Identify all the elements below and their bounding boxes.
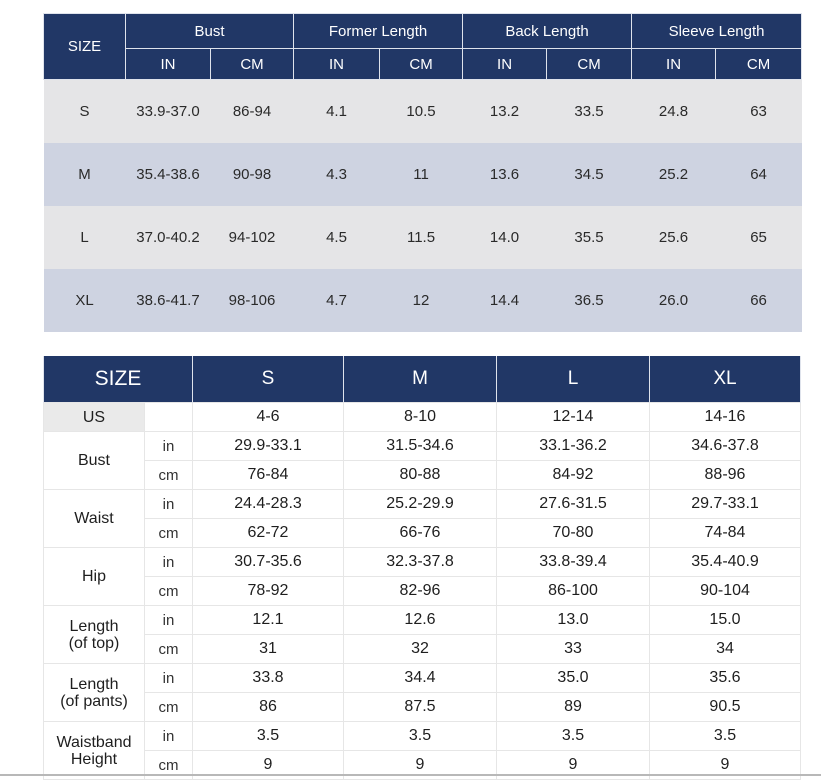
unit-label: in	[145, 664, 193, 693]
table-row	[44, 206, 802, 269]
value-cell: 35.0	[497, 664, 650, 693]
value-cell: 26.0	[632, 269, 716, 332]
value-cell: 35.5	[547, 206, 632, 269]
unit-label: in	[145, 606, 193, 635]
value-cell: 4.1	[294, 80, 380, 144]
measurement-label: Bust	[44, 432, 145, 490]
value-cell: 70-80	[497, 519, 650, 548]
value-cell: 4.5	[294, 206, 380, 269]
value-cell: 33.8	[193, 664, 344, 693]
size-column-header: SIZE	[44, 14, 126, 80]
table-row	[44, 80, 802, 144]
value-cell: 66	[716, 269, 802, 332]
value-cell: 94-102	[211, 206, 294, 269]
value-cell: 9	[650, 751, 801, 780]
table-row	[44, 664, 801, 693]
measurement-label: Waistband Height	[44, 722, 145, 780]
value-cell: 9	[497, 751, 650, 780]
value-cell: 13.2	[463, 80, 547, 144]
value-cell: 36.5	[547, 269, 632, 332]
bottom-divider	[0, 774, 821, 776]
value-cell: 11.5	[380, 206, 463, 269]
value-cell: 3.5	[650, 722, 801, 751]
table-row	[44, 461, 801, 490]
value-cell: 87.5	[344, 693, 497, 722]
value-cell: 90.5	[650, 693, 801, 722]
value-cell: 25.2	[632, 143, 716, 206]
value-cell: 33.1-36.2	[497, 432, 650, 461]
table-row	[44, 577, 801, 606]
value-cell: 3.5	[193, 722, 344, 751]
value-cell: 9	[344, 751, 497, 780]
value-cell: 86-100	[497, 577, 650, 606]
value-cell: 78-92	[193, 577, 344, 606]
value-cell: 34.5	[547, 143, 632, 206]
value-cell: 76-84	[193, 461, 344, 490]
unit-header: IN	[463, 49, 547, 80]
measurement-label: Hip	[44, 548, 145, 606]
value-cell: 34.4	[344, 664, 497, 693]
value-cell: 88-96	[650, 461, 801, 490]
value-cell: 90-98	[211, 143, 294, 206]
unit-label: cm	[145, 577, 193, 606]
value-cell: 29.7-33.1	[650, 490, 801, 519]
unit-header: IN	[294, 49, 380, 80]
value-cell: 31.5-34.6	[344, 432, 497, 461]
value-cell: 14.0	[463, 206, 547, 269]
size-header-s: S	[193, 356, 344, 403]
value-cell: 86-94	[211, 80, 294, 144]
value-cell: 31	[193, 635, 344, 664]
unit-label: cm	[145, 461, 193, 490]
value-cell: 35.6	[650, 664, 801, 693]
value-cell: 4.7	[294, 269, 380, 332]
value-cell: 12.6	[344, 606, 497, 635]
value-cell: 3.5	[344, 722, 497, 751]
size-header-xl: XL	[650, 356, 801, 403]
size-cell: S	[44, 80, 126, 144]
measurement-label: Length (of top)	[44, 606, 145, 664]
value-cell: 66-76	[344, 519, 497, 548]
table-row	[44, 722, 801, 751]
unit-label: in	[145, 548, 193, 577]
unit-label: cm	[145, 519, 193, 548]
table-row	[44, 606, 801, 635]
value-cell: 35.4-38.6	[126, 143, 211, 206]
value-cell: 65	[716, 206, 802, 269]
table-row	[44, 693, 801, 722]
value-cell: 35.4-40.9	[650, 548, 801, 577]
empty-cell	[145, 403, 193, 432]
unit-label: in	[145, 722, 193, 751]
value-cell: 33.9-37.0	[126, 80, 211, 144]
unit-label: cm	[145, 693, 193, 722]
value-cell: 24.4-28.3	[193, 490, 344, 519]
value-cell: 63	[716, 80, 802, 144]
table-row	[44, 432, 801, 461]
value-cell: 90-104	[650, 577, 801, 606]
value-cell: 12	[380, 269, 463, 332]
unit-header: CM	[211, 49, 294, 80]
value-cell: 30.7-35.6	[193, 548, 344, 577]
value-cell: 89	[497, 693, 650, 722]
value-cell: 34	[650, 635, 801, 664]
value-cell: 98-106	[211, 269, 294, 332]
value-cell: 27.6-31.5	[497, 490, 650, 519]
size-cell: M	[44, 143, 126, 206]
value-cell: 15.0	[650, 606, 801, 635]
value-cell: 14-16	[650, 403, 801, 432]
value-cell: 29.9-33.1	[193, 432, 344, 461]
unit-header: CM	[716, 49, 802, 80]
us-size-label: US	[44, 403, 145, 432]
value-cell: 64	[716, 143, 802, 206]
value-cell: 82-96	[344, 577, 497, 606]
value-cell: 38.6-41.7	[126, 269, 211, 332]
value-cell: 74-84	[650, 519, 801, 548]
table-row	[44, 403, 801, 432]
value-cell: 4.3	[294, 143, 380, 206]
size-cell: XL	[44, 269, 126, 332]
value-cell: 3.5	[497, 722, 650, 751]
unit-label: in	[145, 432, 193, 461]
value-cell: 25.2-29.9	[344, 490, 497, 519]
table-row	[44, 143, 802, 206]
value-cell: 86	[193, 693, 344, 722]
size-chart-body	[43, 356, 801, 780]
size-column-header: SIZE	[44, 356, 193, 403]
value-cell: 80-88	[344, 461, 497, 490]
value-cell: 14.4	[463, 269, 547, 332]
sleeve-length-group-header: Sleeve Length	[632, 14, 802, 49]
value-cell: 33	[497, 635, 650, 664]
unit-header: CM	[380, 49, 463, 80]
size-header-m: M	[344, 356, 497, 403]
table-row	[44, 519, 801, 548]
value-cell: 33.5	[547, 80, 632, 144]
value-cell: 10.5	[380, 80, 463, 144]
value-cell: 34.6-37.8	[650, 432, 801, 461]
value-cell: 11	[380, 143, 463, 206]
measurement-label: Waist	[44, 490, 145, 548]
value-cell: 24.8	[632, 80, 716, 144]
value-cell: 13.0	[497, 606, 650, 635]
value-cell: 25.6	[632, 206, 716, 269]
value-cell: 62-72	[193, 519, 344, 548]
size-cell: L	[44, 206, 126, 269]
bust-group-header: Bust	[126, 14, 294, 49]
value-cell: 32	[344, 635, 497, 664]
size-chart-garment	[43, 13, 802, 332]
value-cell: 8-10	[344, 403, 497, 432]
table-row	[44, 269, 802, 332]
unit-label: cm	[145, 751, 193, 780]
unit-header: CM	[547, 49, 632, 80]
unit-label: cm	[145, 635, 193, 664]
value-cell: 33.8-39.4	[497, 548, 650, 577]
unit-label: in	[145, 490, 193, 519]
back-length-group-header: Back Length	[463, 14, 632, 49]
table-row	[44, 548, 801, 577]
table-row	[44, 490, 801, 519]
value-cell: 12.1	[193, 606, 344, 635]
unit-header: IN	[632, 49, 716, 80]
former-length-group-header: Former Length	[294, 14, 463, 49]
value-cell: 4-6	[193, 403, 344, 432]
value-cell: 84-92	[497, 461, 650, 490]
size-header-l: L	[497, 356, 650, 403]
value-cell: 9	[193, 751, 344, 780]
value-cell: 13.6	[463, 143, 547, 206]
unit-header: IN	[126, 49, 211, 80]
value-cell: 37.0-40.2	[126, 206, 211, 269]
value-cell: 32.3-37.8	[344, 548, 497, 577]
table-row	[44, 635, 801, 664]
value-cell: 12-14	[497, 403, 650, 432]
measurement-label: Length (of pants)	[44, 664, 145, 722]
